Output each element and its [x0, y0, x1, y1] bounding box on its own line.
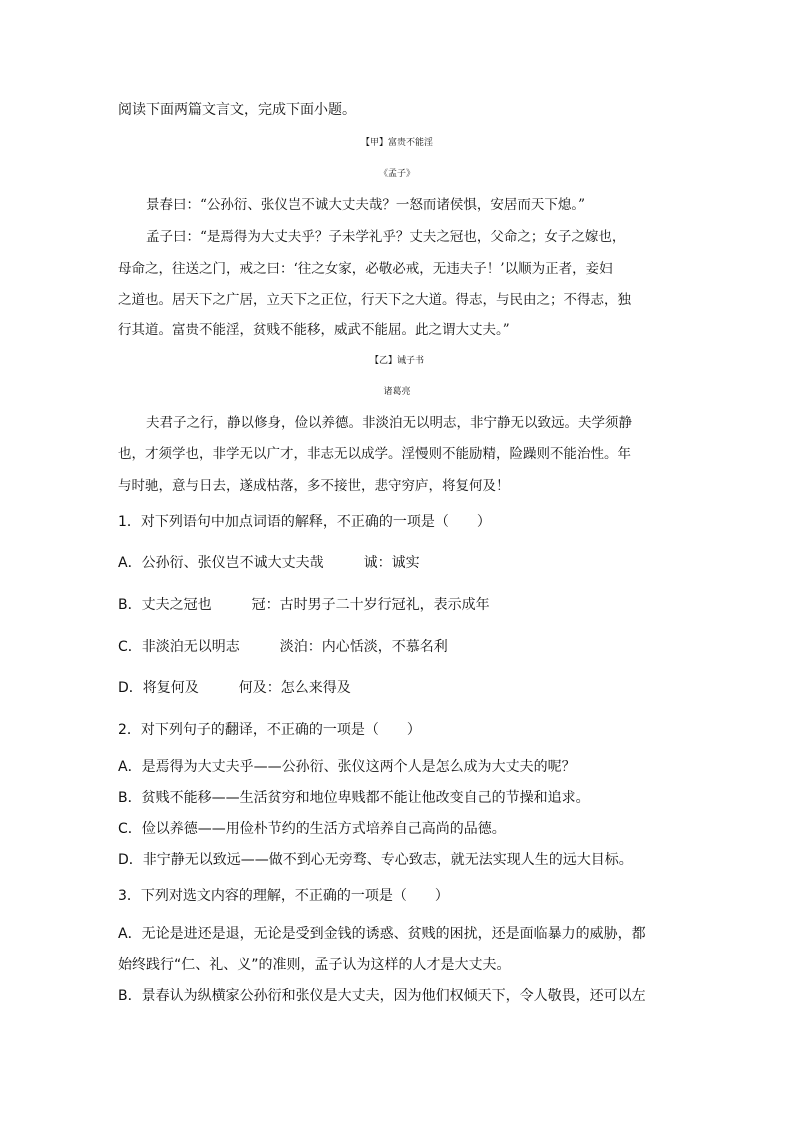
- passage-a-line: 母命之，往送之门，戒之曰：‘往之女家，必敬必戒，无违夫子！’以顺为正者，妾妇: [118, 261, 613, 277]
- question-2-option-a: A．是焉得为大丈夫乎——公孙衍、张仪这两个人是怎么成为大丈夫的呢？: [118, 759, 576, 775]
- question-2-stem: 2．对下列句子的翻译，不正确的一项是（ ）: [118, 722, 421, 738]
- option-label: C．: [118, 639, 142, 655]
- option-text: 非淡泊无以明志: [141, 639, 240, 655]
- passage-b-title: 【乙】诫子书: [369, 356, 424, 366]
- passage-b-author: 诸葛亮: [383, 387, 411, 397]
- question-3-line: 始终践行“仁、礼、义”的准则，孟子认为这样的人才是大丈夫。: [118, 957, 511, 973]
- option-label: A．: [118, 555, 142, 571]
- question-1-option-a: [118, 553, 420, 573]
- question-1-option-d: [118, 678, 351, 698]
- option-text: 公孙衍、张仪岂不诚大丈夫哉: [141, 555, 324, 571]
- passage-a-line: 孟子曰：“是焉得为大丈夫乎？子未学礼乎？丈夫之冠也，父命之；女子之嫁也，: [146, 229, 626, 245]
- question-1-stem: 1．对下列语句中加点词语的解释，不正确的一项是（ ）: [118, 514, 491, 530]
- option-text: 将复何及: [142, 680, 199, 696]
- passage-a-source: 《孟子》: [378, 169, 415, 179]
- intro-instruction: 阅读下面两篇文言文，完成下面小题。: [118, 102, 356, 118]
- passage-b-line: 与时驰，意与日去，遂成枯落，多不接世，悲守穷庐，将复何及！: [118, 478, 510, 494]
- question-2-option-c: C．俭以养德——用俭朴节约的生活方式培养自己高尚的品德。: [118, 821, 506, 837]
- question-1-option-b: [118, 595, 490, 615]
- option-gloss: 诚：诚实: [363, 555, 420, 571]
- question-3-line: B．景春认为纵横家公孙衍和张仪是大丈夫，因为他们权倾天下，令人敬畏，还可以左: [118, 988, 646, 1004]
- option-text: 丈夫之冠也: [141, 597, 212, 613]
- question-2-option-b: B．贫贱不能移——生活贫穷和地位卑贱都不能让他改变自己的节操和追求。: [118, 790, 590, 806]
- question-1-option-c: [118, 637, 448, 657]
- option-gloss: 淡泊：内心恬淡，不慕名利: [279, 639, 448, 655]
- option-label: B．: [118, 597, 142, 613]
- passage-a-line: 之道也。居天下之广居，立天下之正位，行天下之大道。得志，与民由之；不得志，独: [118, 292, 631, 308]
- option-label: D．: [118, 680, 143, 696]
- option-gloss: 冠：古时男子二十岁行冠礼，表示成年: [251, 597, 490, 613]
- question-2-option-d: D．非宁静无以致远——做不到心无旁骛、专心致志，就无法实现人生的远大目标。: [118, 852, 633, 868]
- passage-b-line: 也，才须学也，非学无以广才，非志无以成学。淫慢则不能励精，险躁则不能治性。年: [118, 446, 631, 462]
- passage-a-title: 【甲】富贵不能淫: [360, 138, 433, 148]
- question-3-line: A．无论是进还是退，无论是受到金钱的诱惑、贫贱的困扰，还是面临暴力的威胁，都: [118, 926, 646, 942]
- passage-a-line: 行其道。富贵不能淫，贫贱不能移，威武不能屈。此之谓大丈夫。”: [118, 322, 510, 338]
- question-3-stem: 3．下列对选文内容的理解，不正确的一项是（ ）: [118, 888, 449, 904]
- passage-a-line: 景春曰：“公孙衍、张仪岂不诚大丈夫哉？一怒而诸侯惧，安居而天下熄。”: [146, 197, 586, 213]
- passage-b-line: 夫君子之行，静以修身，俭以养德。非淡泊无以明志，非宁静无以致远。夫学须静: [146, 415, 632, 431]
- option-gloss: 何及：怎么来得及: [238, 680, 351, 696]
